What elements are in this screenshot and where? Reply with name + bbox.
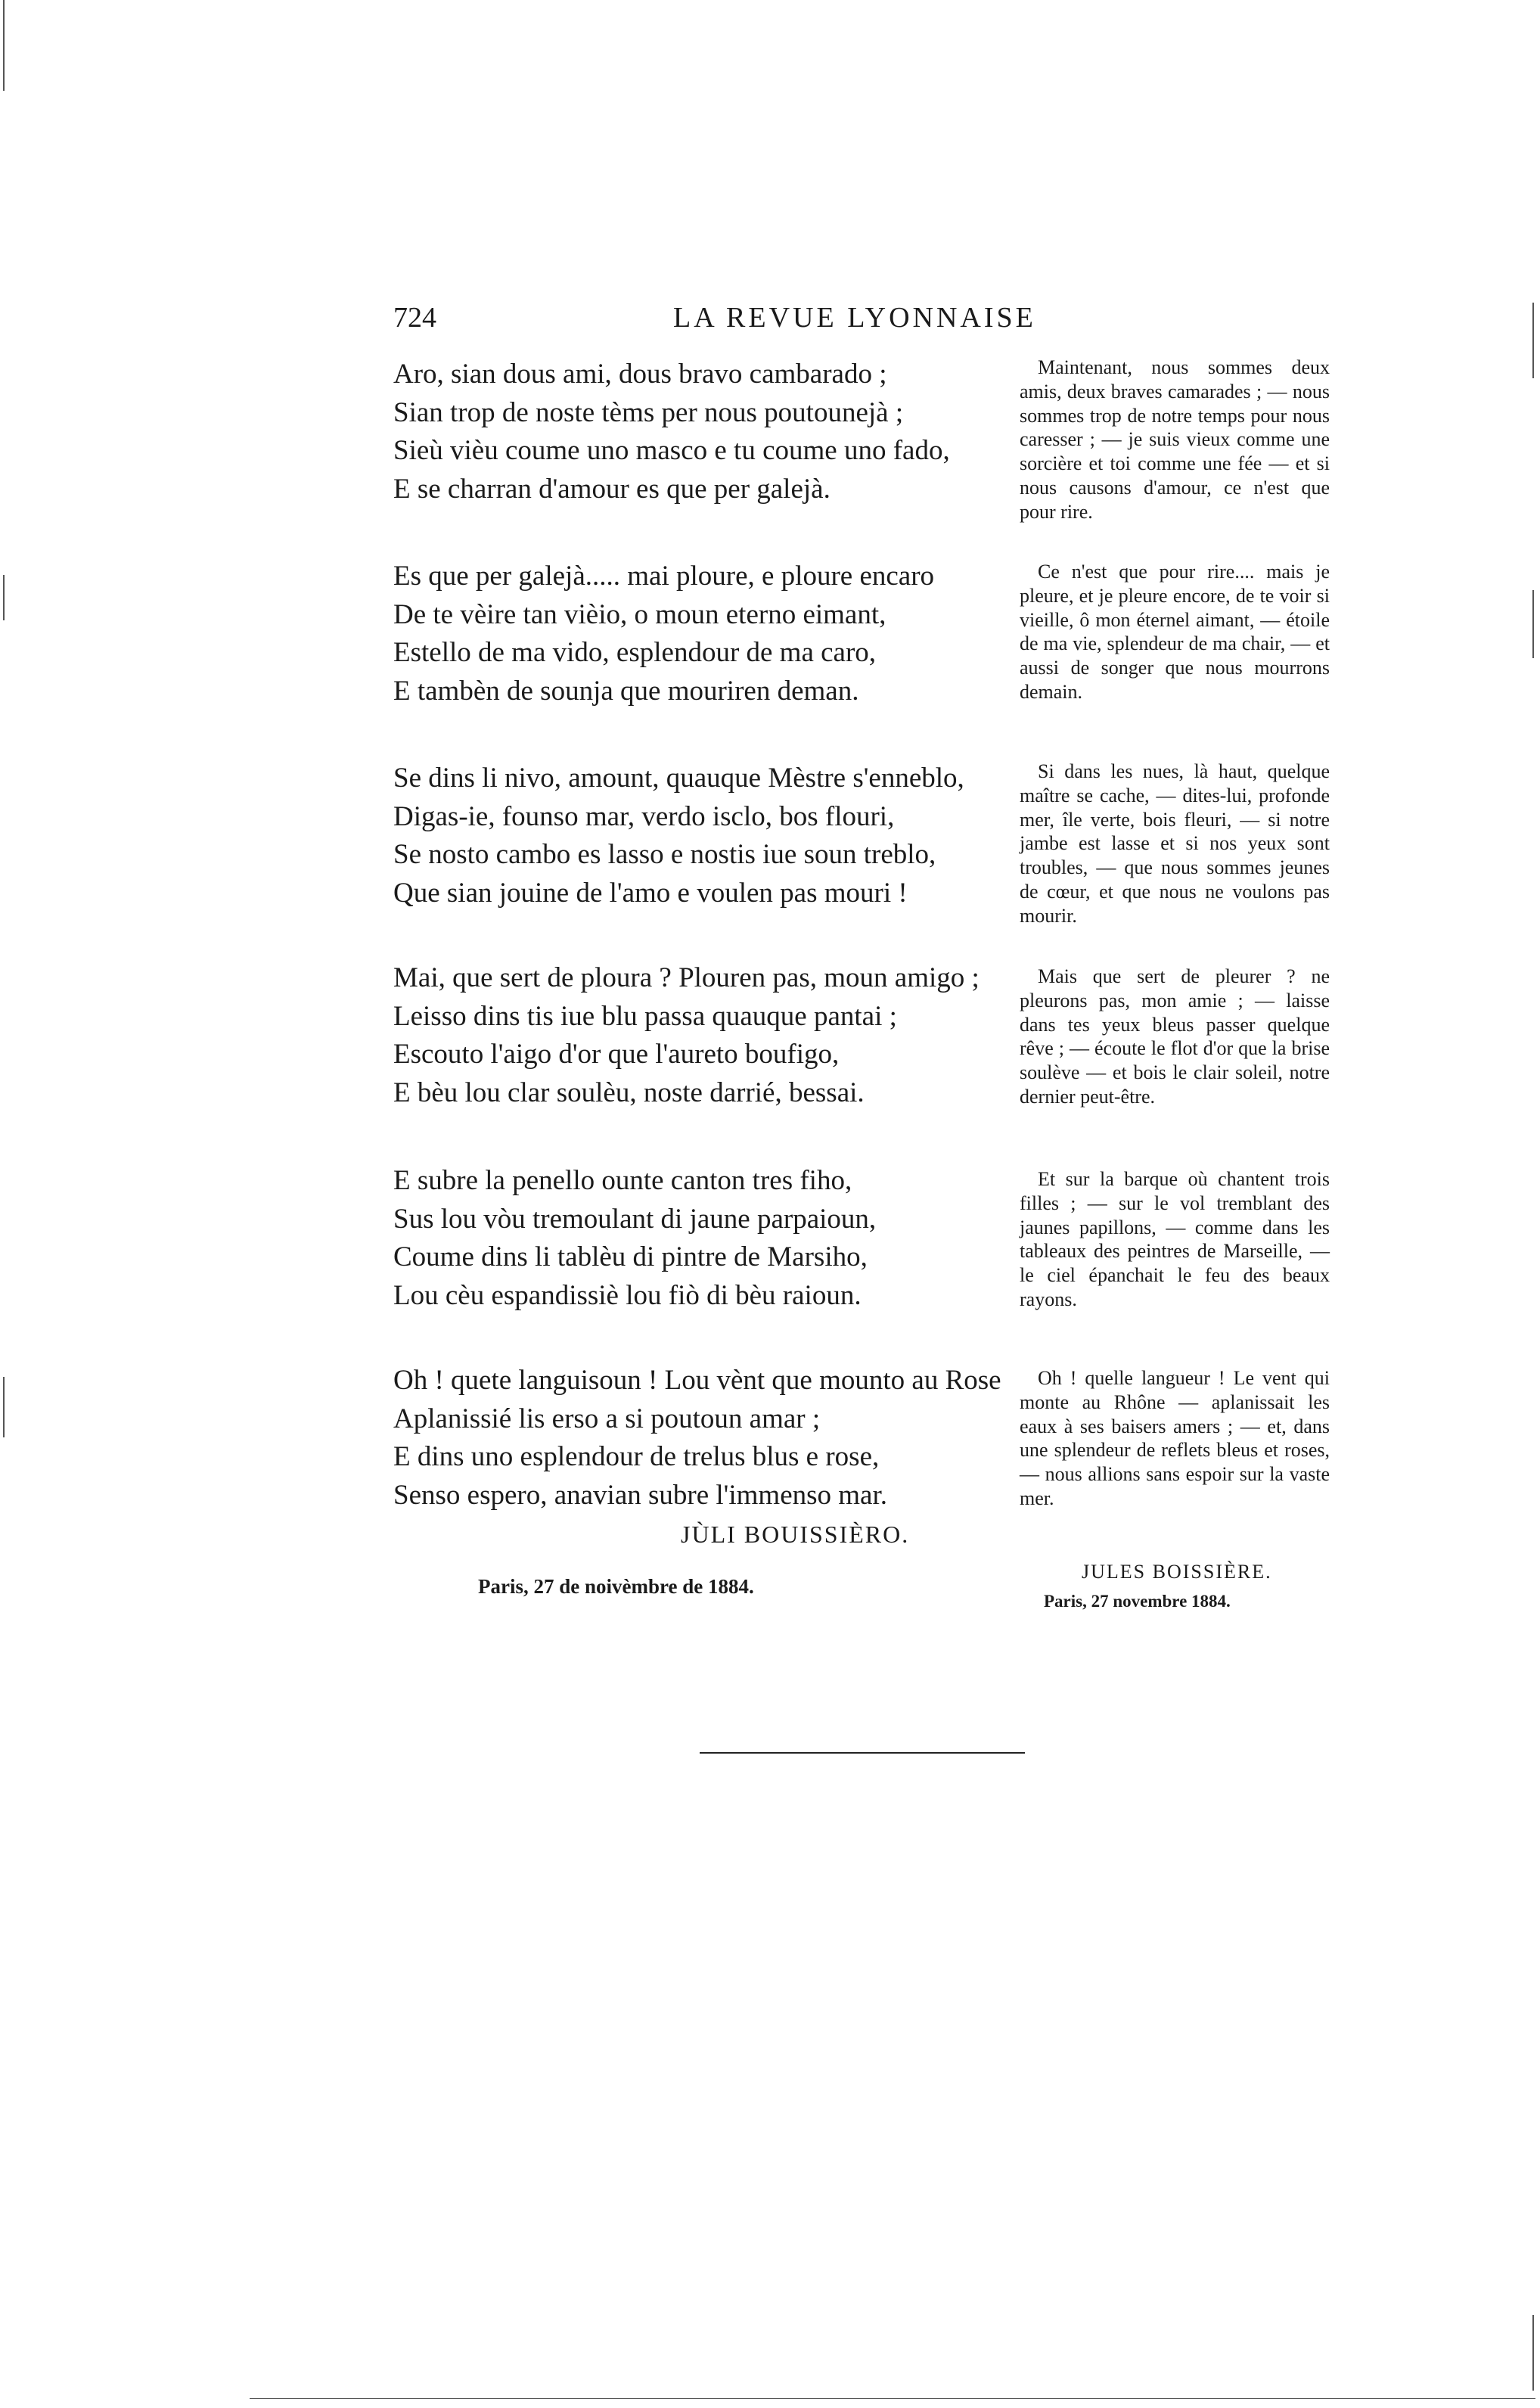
verse-line: Oh ! quete languisoun ! Lou vènt que mounto au Rose [393, 1365, 1001, 1396]
verse-line: Se nosto cambo es lasso e nostis iue soun treblo, [393, 839, 936, 870]
scan-edge-mark [250, 2398, 1535, 2399]
translation-date: Paris, 27 novembre 1884. [1044, 1592, 1231, 1611]
scan-edge-mark [1532, 303, 1534, 378]
poem-stanza-3 [393, 760, 983, 912]
verse-line: Sian trop de noste tèms per nous poutounejà ; [393, 396, 904, 428]
verse-line: Es que per galejà..... mai ploure, e ploure encaro [393, 561, 935, 592]
poem-stanza-4 [393, 959, 983, 1112]
end-rule [700, 1752, 1025, 1754]
translation-paragraph-5: Et sur la barque où chantent trois filles ; — sur le vol tremblant des jaunes papillons, — comme dans les tableaux des peintres de Marseille, — le ciel épanchait le feu des beaux rayons. [1020, 1168, 1330, 1310]
verse-line: Estello de ma vido, esplendour de ma caro, [393, 637, 877, 668]
verse-line: E tambèn de sounja que mouriren deman. [393, 675, 859, 707]
verse-line: De te vèire tan vièio, o moun eterno eimant, [393, 598, 886, 630]
page-number: 724 [393, 302, 436, 334]
translation-paragraph-4: Mais que sert de pleurer ? ne pleurons pas, mon amie ; — laisse dans tes yeux bleus passer quelque rêve ; — écoute le flot d'or que la brise soulève — et bois le clair soleil, notre dernier peut-être. [1020, 965, 1330, 1108]
verse-line: E bèu lou clar soulèu, noste darrié, bessai. [393, 1077, 865, 1108]
verse-line: Coume dins li tablèu di pintre de Marsiho, [393, 1241, 868, 1272]
translation-paragraph-1: Maintenant, nous sommes deux amis, deux braves camarades ; — nous sommes trop de notre temps pour nous caresser ; — je suis vieux comme une sorcière et toi comme une fée — et si nous causons d'amour, ce n'est que pour rire. [1020, 356, 1330, 523]
poem-signature: JÙLI BOUISSIÈRO. [681, 1521, 910, 1548]
verse-line: Que sian jouine de l'amo e voulen pas mouri ! [393, 877, 908, 909]
poem-date: Paris, 27 de noivèmbre de 1884. [478, 1575, 754, 1598]
verse-line: Digas-ie, founso mar, verdo isclo, bos flouri, [393, 800, 895, 832]
poem-stanza-1 [393, 356, 983, 508]
translation-signature: JULES BOISSIÈRE. [1082, 1561, 1272, 1583]
verse-line: Mai, que sert de ploura ? Plouren pas, moun amigo ; [393, 962, 980, 993]
verse-line: E se charran d'amour es que per galejà. [393, 473, 831, 505]
verse-line: Leisso dins tis iue blu passa quauque pantai ; [393, 1000, 897, 1032]
translation-paragraph-3: Si dans les nues, là haut, quelque maître se cache, — dites-lui, profonde mer, île verte, bois fleuri, — si notre jambe est lasse et si nos yeux sont troubles, — que nous sommes jeunes de cœur, et que nous ne voulons pas mourir. [1020, 760, 1330, 927]
scan-edge-mark [1532, 2315, 1534, 2391]
poem-stanza-2 [393, 558, 983, 710]
verse-line: Se dins li nivo, amount, quauque Mèstre s'enneblo, [393, 763, 964, 794]
scan-edge-mark [3, 1377, 5, 1437]
verse-line: Senso espero, anavian subre l'immenso mar. [393, 1479, 887, 1511]
scan-edge-mark [1532, 590, 1534, 658]
translation-paragraph-6: Oh ! quelle langueur ! Le vent qui monte au Rhône — aplanissait les eaux à ses baisers amers ; — et, dans une splendeur de reflets bleus et roses, — nous allions sans espoir sur la vaste mer. [1020, 1367, 1330, 1509]
verse-line: Sus lou vòu tremoulant di jaune parpaioun, [393, 1203, 877, 1235]
verse-line: Sieù vièu coume uno masco e tu coume uno fado, [393, 435, 950, 466]
scan-edge-mark [3, 575, 5, 620]
poem-stanza-6 [393, 1362, 1001, 1515]
poem-stanza-5 [393, 1162, 983, 1315]
verse-line: E subre la penello ounte canton tres fiho, [393, 1165, 852, 1196]
verse-line: E dins uno esplendour de trelus blus e rose, [393, 1441, 880, 1472]
running-title: LA REVUE LYONNAISE [673, 302, 1036, 334]
translation-paragraph-2: Ce n'est que pour rire.... mais je pleure, et je pleure encore, de te voir si vieille, ô mon éternel aimant, — étoile de ma vie, splendeur de ma chair, — et aussi de songer que nous mourrons demain. [1020, 561, 1330, 703]
scan-edge-mark [3, 0, 5, 91]
verse-line: Aplanissié lis erso a si poutoun amar ; [393, 1403, 821, 1434]
verse-line: Escouto l'aigo d'or que l'aureto boufigo, [393, 1039, 840, 1070]
verse-line: Aro, sian dous ami, dous bravo cambarado ; [393, 359, 887, 390]
page-header [393, 301, 1339, 339]
verse-line: Lou cèu espandissiè lou fiò di bèu raioun. [393, 1279, 862, 1311]
